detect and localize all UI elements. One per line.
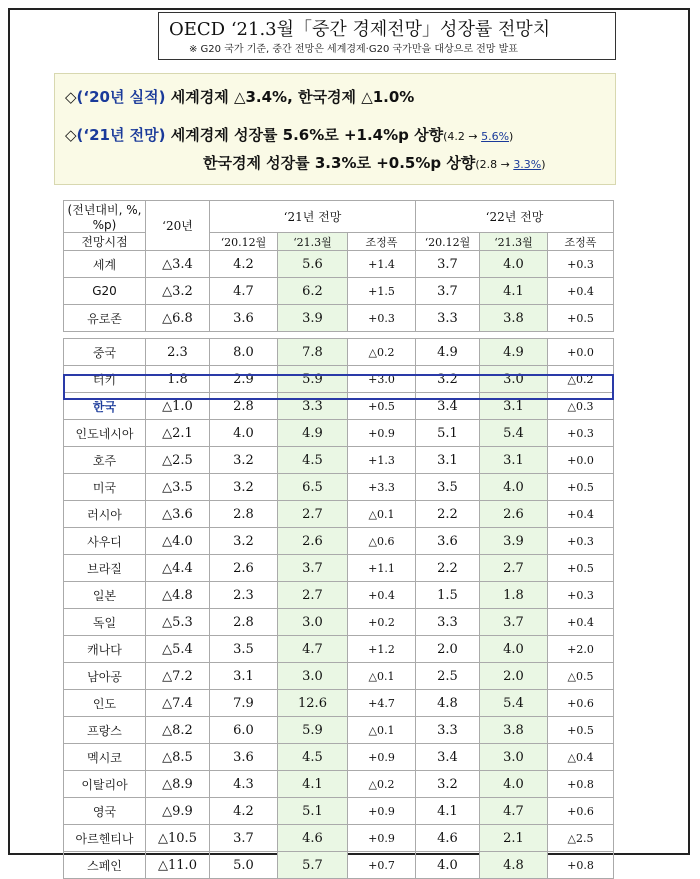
value-cell: 2.6: [210, 555, 278, 582]
value-cell: +0.4: [548, 501, 614, 528]
value-cell: 1.5: [416, 582, 480, 609]
sub-2022-adj: 조정폭: [548, 233, 614, 251]
value-cell: +0.2: [348, 609, 416, 636]
value-cell: 4.7: [278, 636, 348, 663]
table-row: [64, 339, 614, 366]
value-cell: 3.2: [210, 528, 278, 555]
value-cell: 3.0: [278, 663, 348, 690]
value-cell: 3.7: [210, 825, 278, 852]
value-cell: △3.2: [146, 278, 210, 305]
value-cell: 5.9: [278, 366, 348, 393]
country-cell: 사우디: [64, 528, 146, 555]
value-cell: 3.6: [210, 305, 278, 332]
value-cell: +0.8: [548, 852, 614, 879]
value-cell: 2.6: [480, 501, 548, 528]
value-cell: +0.4: [348, 582, 416, 609]
value-cell: +0.9: [348, 798, 416, 825]
gap-cell: [64, 332, 146, 339]
value-cell: +0.5: [548, 555, 614, 582]
summary-detail: (2.8 → 3.3%): [475, 158, 546, 171]
gap-cell: [146, 332, 210, 339]
value-cell: △0.4: [548, 744, 614, 771]
value-cell: +0.3: [548, 582, 614, 609]
table-body: [64, 251, 614, 879]
value-cell: +3.3: [348, 474, 416, 501]
country-cell: 독일: [64, 609, 146, 636]
value-cell: 3.7: [416, 278, 480, 305]
value-cell: △3.4: [146, 251, 210, 278]
value-cell: 12.6: [278, 690, 348, 717]
value-cell: 4.1: [480, 278, 548, 305]
value-cell: +1.4: [348, 251, 416, 278]
table-row: [64, 251, 614, 278]
country-cell: 프랑스: [64, 717, 146, 744]
value-cell: 7.9: [210, 690, 278, 717]
value-cell: 3.5: [416, 474, 480, 501]
value-cell: 5.6: [278, 251, 348, 278]
value-cell: +0.6: [548, 690, 614, 717]
country-cell: 미국: [64, 474, 146, 501]
value-cell: 6.0: [210, 717, 278, 744]
value-cell: 2.0: [480, 663, 548, 690]
sub-2022-mar: ‘21.3월: [480, 233, 548, 251]
value-cell: 5.1: [416, 420, 480, 447]
table-row: [64, 771, 614, 798]
value-cell: 4.0: [480, 771, 548, 798]
value-cell: △3.5: [146, 474, 210, 501]
summary-line-2020: [65, 86, 414, 107]
value-cell: △11.0: [146, 852, 210, 879]
value-cell: 5.1: [278, 798, 348, 825]
group-2021: ‘21년 전망: [210, 201, 416, 233]
unit-label: (전년대비, %, %p): [64, 201, 146, 233]
value-cell: +0.0: [548, 447, 614, 474]
table-row: [64, 447, 614, 474]
value-cell: △5.4: [146, 636, 210, 663]
value-cell: △0.5: [548, 663, 614, 690]
country-cell: G20: [64, 278, 146, 305]
value-cell: 4.1: [416, 798, 480, 825]
value-cell: 3.7: [416, 251, 480, 278]
table-row: [64, 305, 614, 332]
value-cell: 2.6: [278, 528, 348, 555]
table-row: [64, 744, 614, 771]
value-cell: △4.8: [146, 582, 210, 609]
value-cell: 2.0: [416, 636, 480, 663]
value-cell: 4.9: [278, 420, 348, 447]
value-cell: 3.1: [210, 663, 278, 690]
country-cell: 인도네시아: [64, 420, 146, 447]
country-cell: 캐나다: [64, 636, 146, 663]
value-cell: +1.2: [348, 636, 416, 663]
country-cell: 중국: [64, 339, 146, 366]
summary-text: 세계경제 △3.4%, 한국경제 △1.0%: [170, 88, 415, 106]
value-cell: 4.0: [480, 251, 548, 278]
value-cell: 3.2: [210, 474, 278, 501]
value-cell: +1.1: [348, 555, 416, 582]
table-row: [64, 852, 614, 879]
value-cell: 2.3: [146, 339, 210, 366]
value-cell: 5.9: [278, 717, 348, 744]
value-cell: 2.7: [278, 501, 348, 528]
value-cell: △5.3: [146, 609, 210, 636]
value-cell: 4.0: [210, 420, 278, 447]
value-cell: 4.7: [210, 278, 278, 305]
value-cell: 2.2: [416, 555, 480, 582]
country-cell: 호주: [64, 447, 146, 474]
value-cell: 2.5: [416, 663, 480, 690]
value-cell: +4.7: [348, 690, 416, 717]
value-cell: 4.0: [416, 852, 480, 879]
country-cell: 유로존: [64, 305, 146, 332]
gap-cell: [210, 332, 278, 339]
value-cell: 3.2: [210, 447, 278, 474]
value-cell: △0.1: [348, 501, 416, 528]
value-cell: 3.1: [480, 447, 548, 474]
page-title: OECD ‘21.3월「중간 경제전망」성장률 전망치: [169, 19, 551, 40]
value-cell: △8.2: [146, 717, 210, 744]
country-cell: 인도: [64, 690, 146, 717]
value-cell: 4.0: [480, 474, 548, 501]
value-cell: △7.4: [146, 690, 210, 717]
value-cell: 3.9: [480, 528, 548, 555]
value-cell: 3.3: [416, 609, 480, 636]
gap-cell: [416, 332, 480, 339]
country-cell: 아르헨티나: [64, 825, 146, 852]
value-cell: △0.1: [348, 663, 416, 690]
value-cell: +3.0: [348, 366, 416, 393]
table-row: [64, 582, 614, 609]
value-cell: 3.6: [210, 744, 278, 771]
col-outlook: 전망시점: [64, 233, 146, 251]
value-cell: △1.0: [146, 393, 210, 420]
country-cell: 이탈리아: [64, 771, 146, 798]
value-cell: 4.1: [278, 771, 348, 798]
country-cell: 러시아: [64, 501, 146, 528]
value-cell: 4.8: [416, 690, 480, 717]
value-cell: +0.5: [548, 717, 614, 744]
value-cell: +0.4: [548, 609, 614, 636]
value-cell: +0.9: [348, 744, 416, 771]
sub-2021-adj: 조정폭: [348, 233, 416, 251]
table-row: [64, 420, 614, 447]
value-cell: 3.8: [480, 717, 548, 744]
value-cell: △10.5: [146, 825, 210, 852]
value-cell: △8.9: [146, 771, 210, 798]
table-row: [64, 393, 614, 420]
summary-box: [54, 73, 616, 185]
value-cell: 3.5: [210, 636, 278, 663]
value-cell: △0.1: [348, 717, 416, 744]
value-cell: +0.3: [548, 528, 614, 555]
table-group-gap: [64, 332, 614, 339]
value-cell: +1.3: [348, 447, 416, 474]
country-cell: 한국: [64, 393, 146, 420]
gap-cell: [480, 332, 548, 339]
gap-cell: [348, 332, 416, 339]
col-2020: ‘20년: [146, 201, 210, 251]
value-cell: 3.7: [278, 555, 348, 582]
value-cell: △2.1: [146, 420, 210, 447]
table-row: [64, 825, 614, 852]
value-cell: +0.9: [348, 825, 416, 852]
value-cell: 4.9: [416, 339, 480, 366]
summary-detail: (4.2 → 5.6%): [443, 130, 514, 143]
table-row: [64, 528, 614, 555]
country-cell: 일본: [64, 582, 146, 609]
value-cell: 2.8: [210, 393, 278, 420]
value-cell: △7.2: [146, 663, 210, 690]
value-cell: 3.3: [278, 393, 348, 420]
summary-tag: (‘20년 실적): [76, 88, 166, 106]
diamond-bullet-icon: ◇: [65, 126, 77, 144]
value-cell: 3.2: [416, 366, 480, 393]
value-cell: △2.5: [146, 447, 210, 474]
table-row: [64, 798, 614, 825]
value-cell: 2.7: [480, 555, 548, 582]
sub-2021-dec: ‘20.12월: [210, 233, 278, 251]
value-cell: 4.5: [278, 447, 348, 474]
value-cell: 4.2: [210, 251, 278, 278]
value-cell: 2.9: [210, 366, 278, 393]
value-cell: 3.0: [278, 609, 348, 636]
value-cell: +0.9: [348, 420, 416, 447]
value-cell: 4.8: [480, 852, 548, 879]
country-cell: 영국: [64, 798, 146, 825]
summary-line-korea: [203, 152, 546, 173]
summary-line-2021: [65, 124, 513, 145]
value-cell: 3.7: [480, 609, 548, 636]
group-2022: ‘22년 전망: [416, 201, 614, 233]
table-row: [64, 555, 614, 582]
diamond-bullet-icon: ◇: [65, 88, 77, 106]
value-cell: △0.2: [348, 771, 416, 798]
value-cell: 3.1: [416, 447, 480, 474]
value-cell: 5.4: [480, 690, 548, 717]
summary-text: 한국경제 성장률 3.3%로 +0.5%p 상향: [203, 154, 476, 172]
value-cell: +0.3: [548, 420, 614, 447]
value-cell: 3.3: [416, 717, 480, 744]
value-cell: 4.0: [480, 636, 548, 663]
country-cell: 스페인: [64, 852, 146, 879]
country-cell: 멕시코: [64, 744, 146, 771]
country-cell: 터키: [64, 366, 146, 393]
value-cell: △6.8: [146, 305, 210, 332]
table-row: [64, 609, 614, 636]
table-row: [64, 717, 614, 744]
value-cell: 4.6: [416, 825, 480, 852]
value-cell: +0.4: [548, 278, 614, 305]
value-cell: +0.6: [548, 798, 614, 825]
value-cell: △0.3: [548, 393, 614, 420]
value-cell: 2.3: [210, 582, 278, 609]
country-cell: 세계: [64, 251, 146, 278]
value-cell: +0.3: [548, 251, 614, 278]
value-cell: 3.8: [480, 305, 548, 332]
value-cell: +0.5: [348, 393, 416, 420]
value-cell: △8.5: [146, 744, 210, 771]
value-cell: 4.5: [278, 744, 348, 771]
value-cell: △9.9: [146, 798, 210, 825]
title-box: [158, 12, 616, 60]
value-cell: 3.9: [278, 305, 348, 332]
value-cell: 3.1: [480, 393, 548, 420]
value-cell: 2.8: [210, 501, 278, 528]
value-cell: △0.2: [348, 339, 416, 366]
value-cell: △4.0: [146, 528, 210, 555]
value-cell: △4.4: [146, 555, 210, 582]
table-row: [64, 366, 614, 393]
value-cell: 3.4: [416, 393, 480, 420]
value-cell: 4.2: [210, 798, 278, 825]
value-cell: 4.7: [480, 798, 548, 825]
value-cell: +0.7: [348, 852, 416, 879]
value-cell: 4.6: [278, 825, 348, 852]
value-cell: 6.5: [278, 474, 348, 501]
value-cell: 4.3: [210, 771, 278, 798]
table-row: [64, 663, 614, 690]
value-cell: 3.2: [416, 771, 480, 798]
value-cell: +0.0: [548, 339, 614, 366]
value-cell: 3.0: [480, 366, 548, 393]
value-cell: △3.6: [146, 501, 210, 528]
value-cell: △2.5: [548, 825, 614, 852]
value-cell: 5.7: [278, 852, 348, 879]
value-cell: 2.1: [480, 825, 548, 852]
value-cell: 3.3: [416, 305, 480, 332]
sub-2022-dec: ‘20.12월: [416, 233, 480, 251]
value-cell: +0.3: [348, 305, 416, 332]
table-row: [64, 636, 614, 663]
value-cell: △0.2: [548, 366, 614, 393]
gap-cell: [548, 332, 614, 339]
value-cell: 5.0: [210, 852, 278, 879]
summary-tag: (‘21년 전망): [76, 126, 166, 144]
table-row: [64, 690, 614, 717]
value-cell: 4.9: [480, 339, 548, 366]
value-cell: △0.6: [348, 528, 416, 555]
title-note: ※ G20 국가 기준, 중간 전망은 세계경제·G20 국가만을 대상으로 전망 발표: [189, 44, 518, 55]
value-cell: 1.8: [480, 582, 548, 609]
summary-text: 세계경제 성장률 5.6%로 +1.4%p 상향: [170, 126, 444, 144]
value-cell: 6.2: [278, 278, 348, 305]
value-cell: +1.5: [348, 278, 416, 305]
value-cell: 5.4: [480, 420, 548, 447]
gap-cell: [278, 332, 348, 339]
table-row: [64, 474, 614, 501]
country-cell: 남아공: [64, 663, 146, 690]
value-cell: +2.0: [548, 636, 614, 663]
table-row: [64, 278, 614, 305]
value-cell: +0.5: [548, 305, 614, 332]
growth-table: [63, 200, 614, 879]
value-cell: 7.8: [278, 339, 348, 366]
value-cell: 3.0: [480, 744, 548, 771]
value-cell: 3.6: [416, 528, 480, 555]
value-cell: 8.0: [210, 339, 278, 366]
value-cell: 3.4: [416, 744, 480, 771]
value-cell: +0.5: [548, 474, 614, 501]
country-cell: 브라질: [64, 555, 146, 582]
value-cell: 2.7: [278, 582, 348, 609]
value-cell: +0.8: [548, 771, 614, 798]
sub-2021-mar: ‘21.3월: [278, 233, 348, 251]
value-cell: 2.8: [210, 609, 278, 636]
table-row: [64, 501, 614, 528]
value-cell: 1.8: [146, 366, 210, 393]
value-cell: 2.2: [416, 501, 480, 528]
